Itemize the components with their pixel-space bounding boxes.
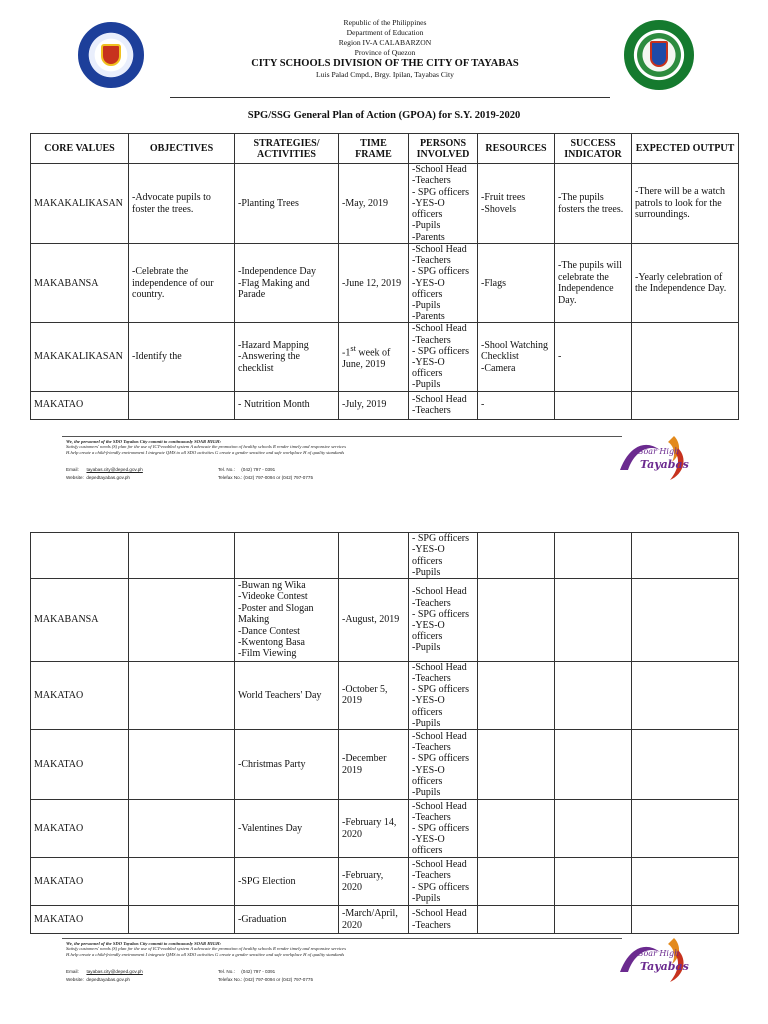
column-header: TIME FRAME (339, 134, 409, 164)
column-header: CORE VALUES (31, 134, 129, 164)
website-label: Website: (66, 977, 84, 982)
header-line: Province of Quezon (354, 48, 416, 57)
table-row (31, 244, 739, 323)
svg-text:Tayabas: Tayabas (640, 960, 689, 973)
objective-cell (129, 391, 235, 419)
output-cell (632, 858, 739, 906)
persons-cell: -School Head -Teachers - SPG officers -Pupils (409, 858, 478, 906)
core-value-cell: MAKATAO (31, 906, 129, 934)
mission-line: H.help create a child-friendly environment I integrate QMS to all SDO activities G create a gender sensitive and safe workplace H of quality standards (66, 449, 345, 455)
table-row (31, 858, 739, 906)
output-cell (632, 323, 739, 391)
telefax-value: (042) 797-0094 or (042) 797-0775 (243, 475, 314, 480)
strategy-cell: -Buwan ng Wika -Videoke Contest -Poster and Slogan Making -Dance Contest -Kwentong Basa -Film Viewing (235, 579, 339, 662)
telefax-label: Telefax No.: (218, 977, 243, 982)
objective-cell (129, 800, 235, 858)
objective-cell: -Identify the (129, 323, 235, 391)
tel-label: Tel. No.: (218, 467, 235, 472)
resources-cell (478, 730, 555, 800)
indicator-cell (555, 661, 632, 729)
resources-cell: -Shool Watching Checklist -Camera (478, 323, 555, 391)
email-label: Email: (66, 969, 79, 974)
indicator-cell (555, 533, 632, 579)
resources-cell: -Flags (478, 244, 555, 323)
persons-cell: -School Head -Teachers (409, 906, 478, 934)
time-frame-cell (339, 323, 409, 391)
persons-cell: - SPG officers -YES-O officers -Pupils (409, 533, 478, 579)
footer-contact (66, 968, 486, 984)
strategy-cell: -Christmas Party (235, 730, 339, 800)
core-value-cell: MAKATAO (31, 858, 129, 906)
table-row (31, 323, 739, 391)
core-value-cell: MAKAKALIKASAN (31, 164, 129, 244)
resources-cell (478, 579, 555, 662)
output-cell (632, 391, 739, 419)
header-divider (170, 97, 610, 98)
indicator-cell (555, 391, 632, 419)
indicator-cell: - (555, 323, 632, 391)
tel-value: (042) 797 - 0391 (241, 467, 276, 472)
indicator-cell (555, 579, 632, 662)
indicator-cell: -The pupils fosters the trees. (555, 164, 632, 244)
strategy-cell (235, 533, 339, 579)
time-frame-cell: -December 2019 (339, 730, 409, 800)
table-header-row (31, 134, 739, 164)
core-value-cell: MAKATAO (31, 391, 129, 419)
plan-title: SPG/SSG General Plan of Action (GPOA) for S.Y. 2019-2020 (247, 110, 521, 121)
page-footer (30, 938, 738, 994)
column-header: OBJECTIVES (129, 134, 235, 164)
time-frame-cell (339, 533, 409, 579)
table-row (31, 391, 739, 419)
time-frame-suffix: week of June, 2019 (342, 347, 391, 371)
time-frame-cell: -June 12, 2019 (339, 244, 409, 323)
output-cell (632, 730, 739, 800)
plan-table-page-2 (30, 532, 739, 934)
plan-table-page-1 (30, 133, 739, 420)
indicator-cell (555, 730, 632, 800)
objective-cell (129, 906, 235, 934)
svg-text:Soar High: Soar High (638, 949, 680, 958)
output-cell (632, 800, 739, 858)
tel-value: (042) 797 - 0391 (241, 969, 276, 974)
strategy-cell: - Nutrition Month (235, 391, 339, 419)
time-frame-cell: -March/April, 2020 (339, 906, 409, 934)
footer-mission (66, 439, 586, 455)
footer-divider (62, 436, 622, 437)
core-value-cell: MAKATAO (31, 661, 129, 729)
indicator-cell: -The pupils will celebrate the Independence Day. (555, 244, 632, 323)
resources-cell: - (478, 391, 555, 419)
column-header: EXPECTED OUTPUT (632, 134, 739, 164)
letterhead-text (170, 18, 600, 80)
indicator-cell (555, 800, 632, 858)
mission-line: H.help create a child-friendly environment I integrate QMS to all SDO activities G create a gender sensitive and safe workplace H of quality standards (66, 951, 345, 957)
table-row (31, 661, 739, 729)
strategy-cell: -Hazard Mapping -Answering the checklist (235, 323, 339, 391)
objective-cell (129, 579, 235, 662)
header-line: Republic of the Philippines (343, 18, 427, 27)
core-value-cell: MAKABANSA (31, 579, 129, 662)
email-link[interactable]: tayabas.city@deped.gov.ph (86, 969, 143, 974)
indicator-cell (555, 906, 632, 934)
time-frame-cell: -February, 2020 (339, 858, 409, 906)
persons-cell: -School Head -Teachers - SPG officers -YES-O officers (409, 800, 478, 858)
resources-cell (478, 800, 555, 858)
table-row (31, 906, 739, 934)
objective-cell (129, 661, 235, 729)
tel-label: Tel. No.: (218, 969, 235, 974)
persons-cell: -School Head -Teachers - SPG officers -YES-O officers -Pupils -Parents (409, 164, 478, 244)
table-row (31, 533, 739, 579)
division-name: CITY SCHOOLS DIVISION OF THE CITY OF TAYABAS (251, 58, 519, 69)
email-label: Email: (66, 467, 79, 472)
objective-cell (129, 533, 235, 579)
core-value-cell: MAKABANSA (31, 244, 129, 323)
strategy-cell: -Graduation (235, 906, 339, 934)
resources-cell (478, 858, 555, 906)
objective-cell: -Celebrate the independence of our country. (129, 244, 235, 323)
time-frame-cell: -May, 2019 (339, 164, 409, 244)
time-frame-cell: -August, 2019 (339, 579, 409, 662)
strategy-cell: -Independence Day -Flag Making and Parade (235, 244, 339, 323)
column-header: PERSONS INVOLVED (409, 134, 478, 164)
resources-cell (478, 533, 555, 579)
core-value-cell: MAKATAO (31, 730, 129, 800)
tayabas-division-seal-icon (624, 20, 694, 90)
telefax-label: Telefax No.: (218, 475, 243, 480)
division-address: Luis Palad Cmpd., Brgy. Ipilan, Tayabas City (316, 70, 454, 79)
soar-high-tayabas-logo (614, 430, 692, 484)
deped-seal-icon (78, 22, 144, 88)
header-line: Department of Education (346, 28, 424, 37)
page-footer (30, 436, 738, 492)
time-frame-cell: -February 14, 2020 (339, 800, 409, 858)
svg-text:Soar High: Soar High (638, 447, 680, 456)
soar-high-tayabas-logo (614, 932, 692, 986)
resources-cell: -Fruit trees -Shovels (478, 164, 555, 244)
table-row (31, 579, 739, 662)
strategy-cell: World Teachers' Day (235, 661, 339, 729)
column-header: RESOURCES (478, 134, 555, 164)
footer-divider (62, 938, 622, 939)
ordinal-suffix: st (350, 344, 356, 354)
core-value-cell: MAKAKALIKASAN (31, 323, 129, 391)
telefax-value: (042) 797-0094 or (042) 797-0775 (243, 977, 314, 982)
table-row (31, 164, 739, 244)
persons-cell: -School Head -Teachers - SPG officers -YES-O officers -Pupils -Parents (409, 244, 478, 323)
output-cell: -Yearly celebration of the Independence Day. (632, 244, 739, 323)
core-value-cell: MAKATAO (31, 800, 129, 858)
time-frame-cell: -July, 2019 (339, 391, 409, 419)
objective-cell (129, 730, 235, 800)
indicator-cell (555, 858, 632, 906)
persons-cell: -School Head -Teachers - SPG officers -YES-O officers -Pupils (409, 579, 478, 662)
output-cell (632, 661, 739, 729)
mission-line: Satisfy customers' needs (S) plan for the use of ICT-enabled system A advocate the promotion of healthy schools R render timely and responsive services (66, 444, 346, 450)
persons-cell: -School Head -Teachers (409, 391, 478, 419)
footer-mission (66, 941, 586, 957)
persons-cell: -School Head -Teachers - SPG officers -YES-O officers -Pupils (409, 323, 478, 391)
column-header: SUCCESS INDICATOR (555, 134, 632, 164)
website-label: Website: (66, 475, 84, 480)
output-cell (632, 533, 739, 579)
resources-cell (478, 661, 555, 729)
website-link[interactable]: depedtayabas.gov.ph (86, 977, 130, 982)
website-link[interactable]: depedtayabas.gov.ph (86, 475, 130, 480)
objective-cell (129, 858, 235, 906)
output-cell: -There will be a watch patrols to look for the surroundings. (632, 164, 739, 244)
footer-contact (66, 466, 486, 482)
output-cell (632, 579, 739, 662)
strategy-cell: -SPG Election (235, 858, 339, 906)
persons-cell: -School Head -Teachers - SPG officers -YES-O officers -Pupils (409, 730, 478, 800)
persons-cell: -School Head -Teachers - SPG officers -YES-O officers -Pupils (409, 661, 478, 729)
email-link[interactable]: tayabas.city@deped.gov.ph (86, 467, 143, 472)
letterhead (0, 18, 768, 90)
column-header: STRATEGIES/ ACTIVITIES (235, 134, 339, 164)
time-frame-cell: -October 5, 2019 (339, 661, 409, 729)
time-frame-prefix: -1 (342, 347, 351, 359)
core-value-cell (31, 533, 129, 579)
strategy-cell: -Valentines Day (235, 800, 339, 858)
svg-text:Tayabas: Tayabas (640, 458, 689, 471)
resources-cell (478, 906, 555, 934)
strategy-cell: -Planting Trees (235, 164, 339, 244)
output-cell (632, 906, 739, 934)
mission-line: Satisfy customers' needs (S) plan for the use of ICT-enabled system A advocate the promotion of healthy schools R render timely and responsive services (66, 946, 346, 952)
mission-heading: We, the personnel of the SDO Tayabas City commit to continuously SOAR HIGH: (66, 439, 222, 444)
table-row (31, 730, 739, 800)
objective-cell: -Advocate pupils to foster the trees. (129, 164, 235, 244)
header-line: Region IV-A CALABARZON (338, 38, 432, 47)
mission-heading: We, the personnel of the SDO Tayabas City commit to continuously SOAR HIGH: (66, 941, 222, 946)
table-row (31, 800, 739, 858)
